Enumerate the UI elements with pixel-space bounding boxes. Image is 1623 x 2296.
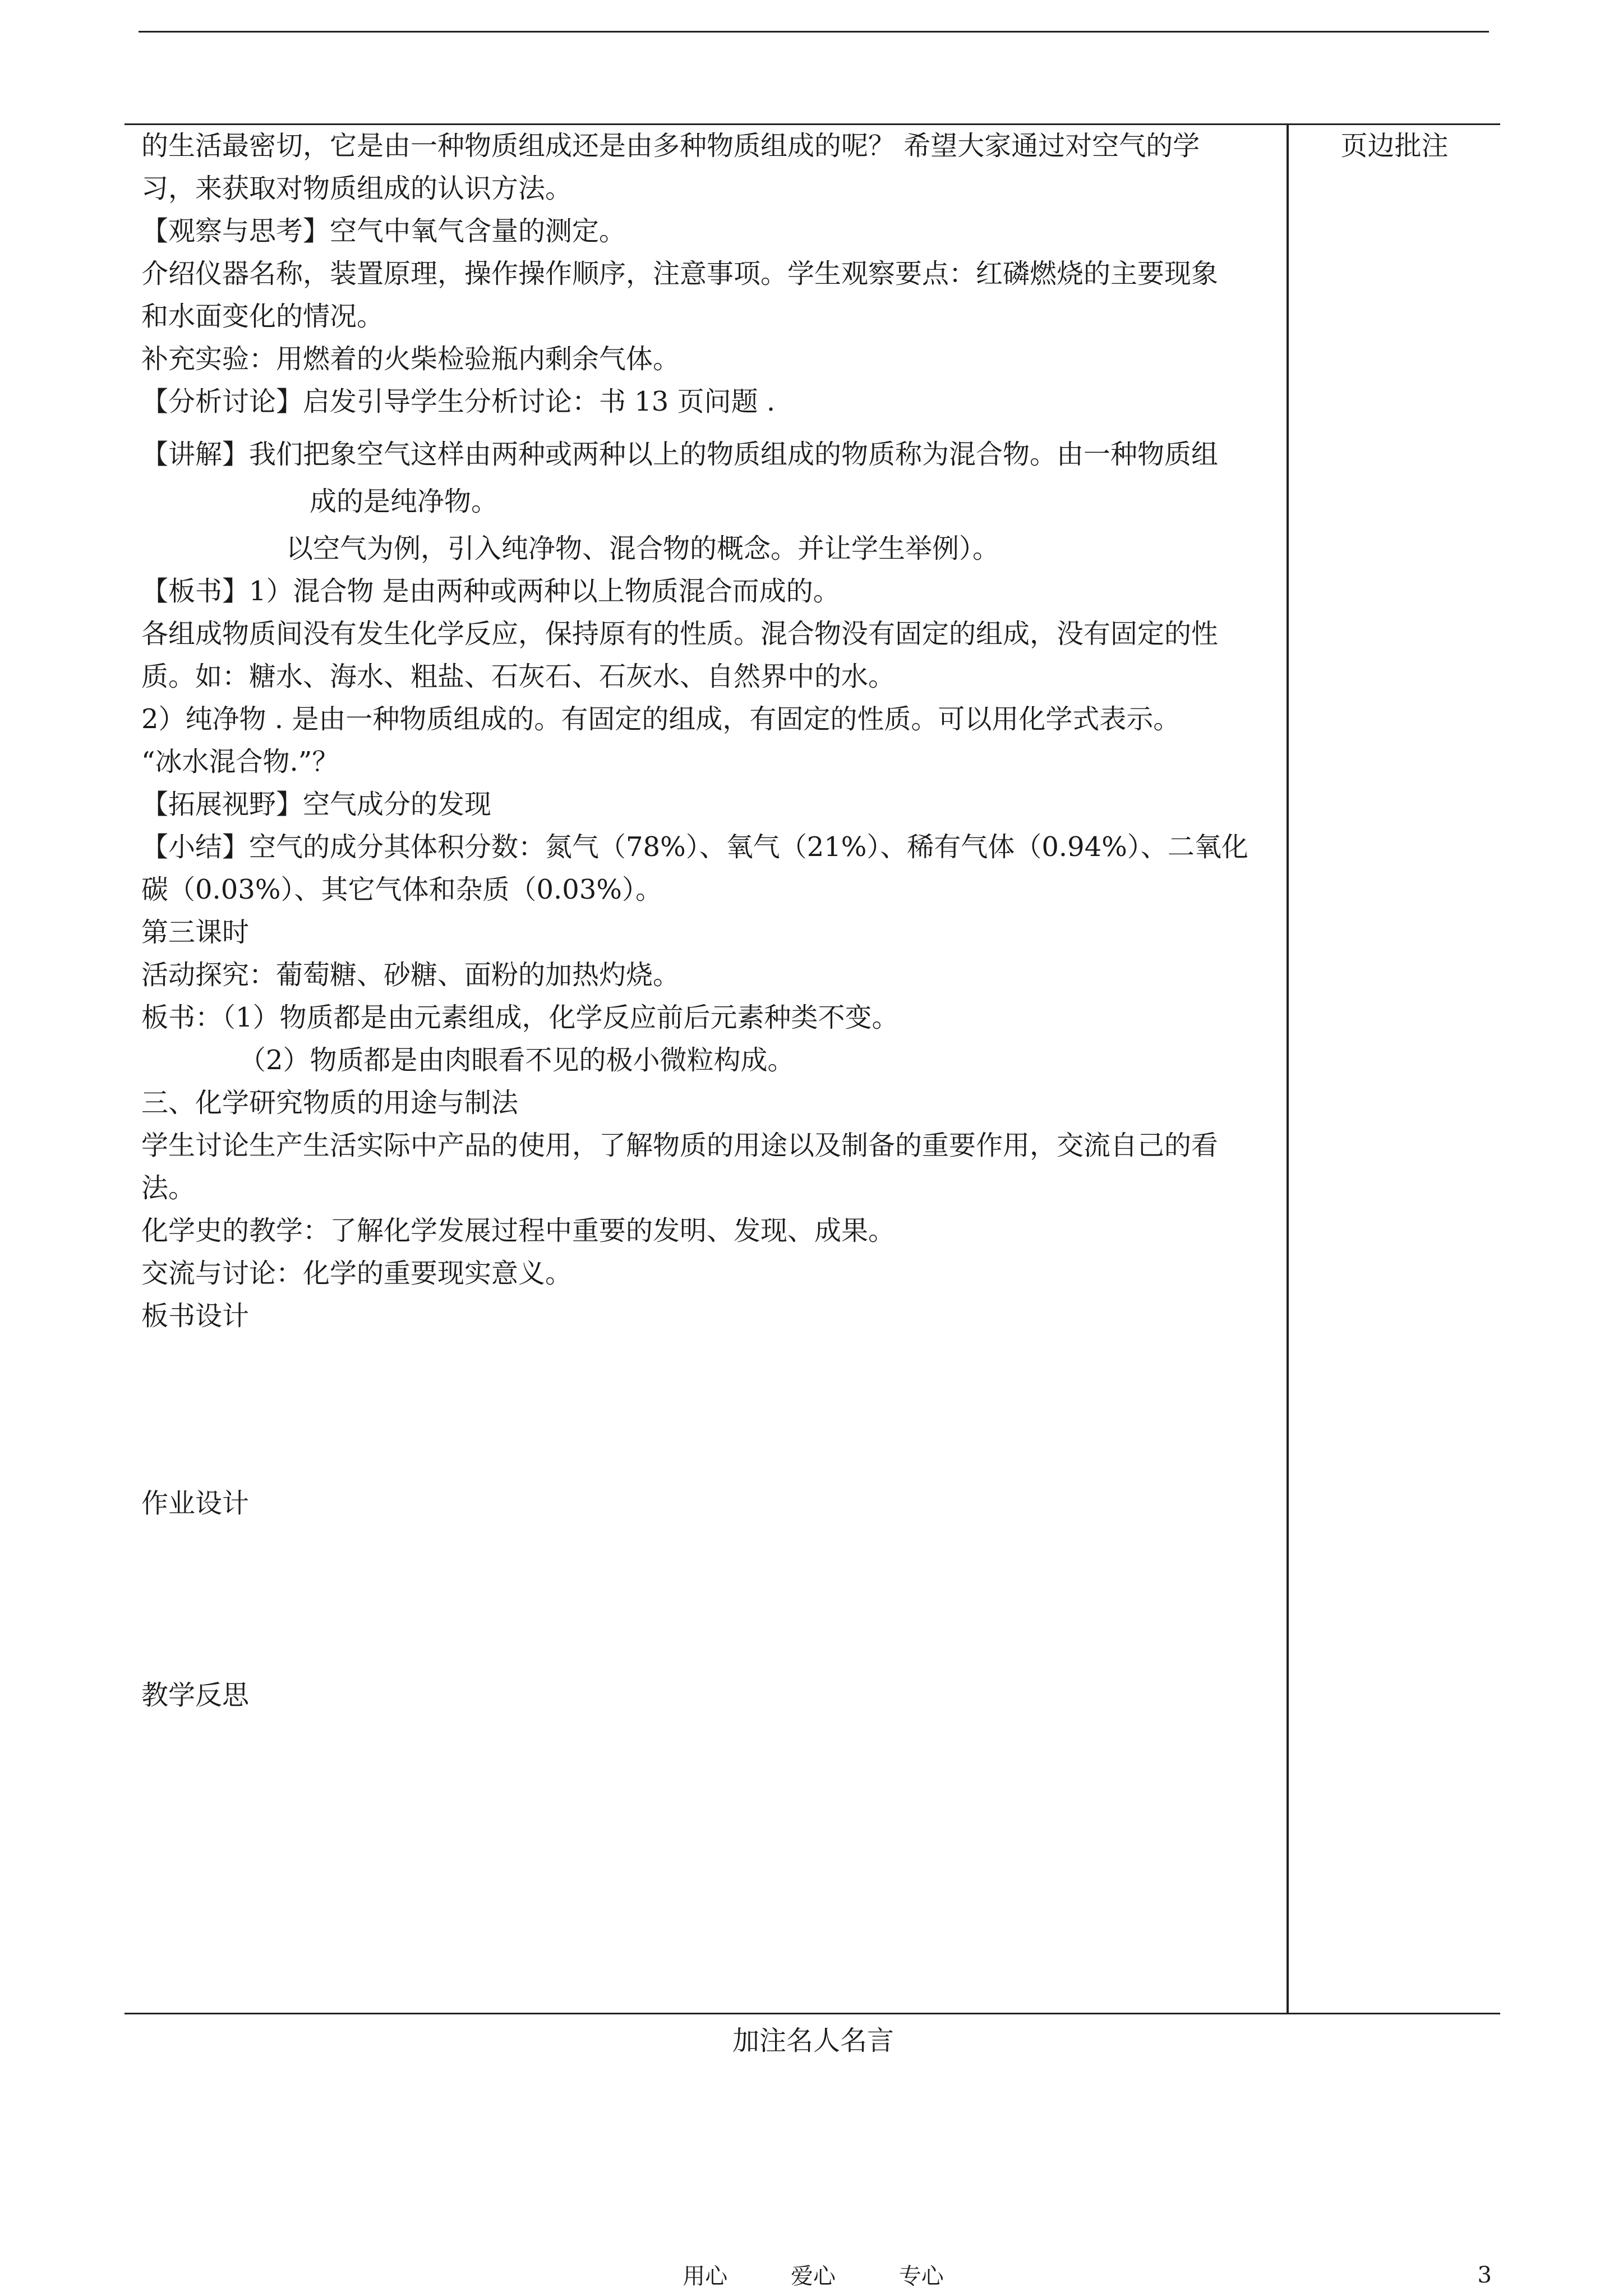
text-line: 【讲解】我们把象空气这样由两种或两种以上的物质组成的物质称为混合物。由一种物质组 bbox=[141, 439, 1219, 470]
text-line: 法。 bbox=[141, 1172, 196, 1204]
text-line: 和水面变化的情况。 bbox=[141, 301, 384, 332]
table-bottom-border bbox=[125, 2013, 1500, 2014]
footer-motto-item: 爱心 bbox=[791, 2263, 836, 2289]
text-line: 【小结】空气的成分其体积分数：氮气（78%）、氧气（21%）、稀有气体（0.94%）、二氧化 bbox=[141, 831, 1248, 863]
header-rule bbox=[139, 31, 1489, 33]
text-line: 第三课时 bbox=[141, 917, 250, 948]
text-line: 以空气为例，引入纯净物、混合物的概念。并让学生举例）。 bbox=[286, 533, 1000, 564]
footer-motto-item: 专心 bbox=[898, 2263, 944, 2289]
section-heading: 三、化学研究物质的用途与制法 bbox=[141, 1087, 519, 1119]
text-line: 活动探究：葡萄糖、砂糖、面粉的加热灼烧。 bbox=[141, 959, 680, 991]
text-line: 补充实验：用燃着的火柴检验瓶内剩余气体。 bbox=[141, 343, 680, 375]
text-line: 质。如：糖水、海水、粗盐、石灰石、石灰水、自然界中的水。 bbox=[141, 661, 896, 692]
footer-motto bbox=[617, 2261, 1009, 2292]
lesson-plan-body bbox=[141, 125, 1280, 1717]
text-line: 【板书】1）混合物 是由两种或两种以上物质混合而成的。 bbox=[141, 576, 840, 607]
text-line: 交流与讨论：化学的重要现实意义。 bbox=[141, 1258, 573, 1289]
text-line: 各组成物质间没有发生化学反应，保持原有的性质。混合物没有固定的组成，没有固定的性 bbox=[141, 618, 1219, 650]
page-number: 3 bbox=[1477, 2262, 1492, 2288]
text-line: 的生活最密切，它是由一种物质组成还是由多种物质组成的呢？ 希望大家通过对空气的学 bbox=[141, 130, 1200, 162]
text-line: 化学史的教学：了解化学发展过程中重要的发明、发现、成果。 bbox=[141, 1215, 896, 1246]
homework-design-label: 作业设计 bbox=[141, 1488, 250, 1519]
text-line: 2）纯净物 . 是由一种物质组成的。有固定的组成，有固定的性质。可以用化学式表示。 bbox=[141, 703, 1181, 735]
text-line: 介绍仪器名称，装置原理，操作操作顺序，注意事项。学生观察要点：红磷燃烧的主要现象 bbox=[141, 258, 1219, 289]
column-divider bbox=[1287, 123, 1289, 2014]
margin-notes-header: 页边批注 bbox=[1340, 130, 1449, 162]
board-design-label: 板书设计 bbox=[141, 1300, 250, 1332]
footer-motto-item: 用心 bbox=[683, 2263, 728, 2289]
teaching-reflection-label: 教学反思 bbox=[141, 1680, 250, 1711]
text-line: 【分析讨论】启发引导学生分析讨论：书 13 页问题 . bbox=[141, 386, 776, 417]
text-line: 板书：（1）物质都是由元素组成，化学反应前后元素种类不变。 bbox=[141, 1002, 899, 1033]
text-line: 【拓展视野】空气成分的发现 bbox=[141, 789, 492, 820]
text-line: 【观察与思考】空气中氧气含量的测定。 bbox=[141, 215, 626, 247]
text-line: （2）物质都是由肉眼看不见的极小微粒构成。 bbox=[239, 1045, 795, 1076]
famous-quote-label: 加注名人名言 bbox=[732, 2025, 894, 2056]
text-line: “冰水混合物.”？ bbox=[141, 746, 339, 777]
text-line: 碳（0.03%）、其它气体和杂质（0.03%）。 bbox=[141, 874, 662, 905]
text-line: 学生讨论生产生活实际中产品的使用，了解物质的用途以及制备的重要作用，交流自己的看 bbox=[141, 1130, 1219, 1161]
text-line: 成的是纯净物。 bbox=[310, 486, 499, 517]
text-line: 习，来获取对物质组成的认识方法。 bbox=[141, 173, 573, 204]
